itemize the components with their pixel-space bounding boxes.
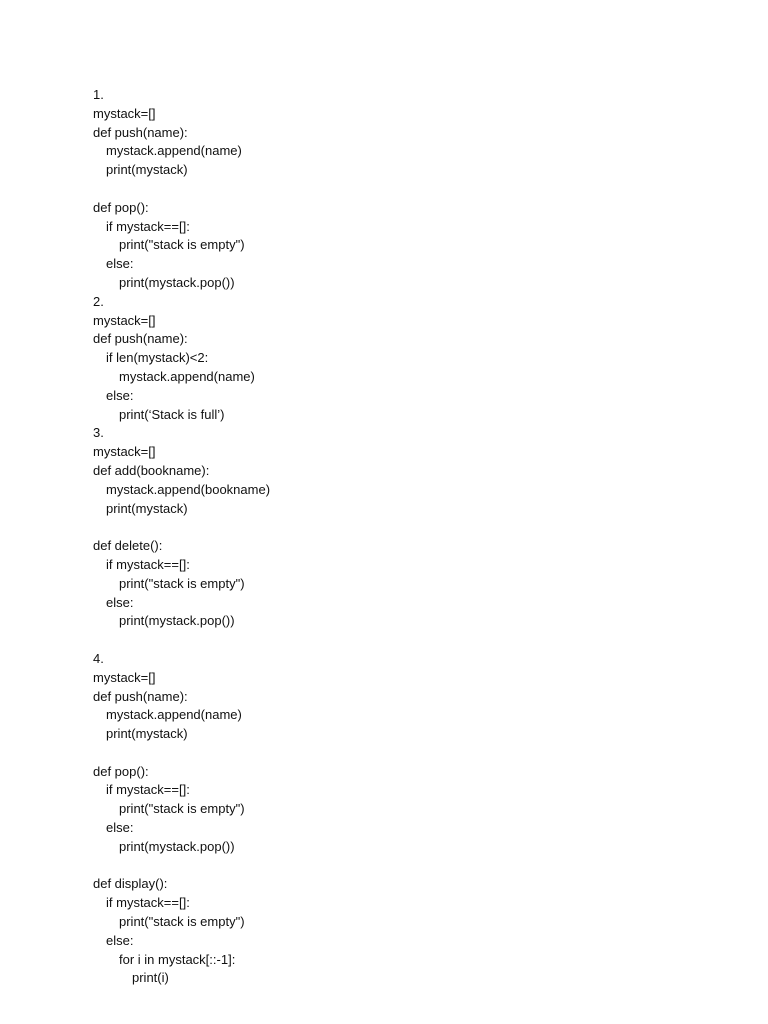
code-line: for i in mystack[::-1]: xyxy=(119,951,236,967)
code-line: print(‘Stack is full’) xyxy=(119,406,225,422)
code-line: else: xyxy=(106,256,134,272)
code-line: else: xyxy=(106,820,134,836)
blank-line xyxy=(93,744,713,763)
code-line: def pop(): xyxy=(93,763,149,779)
code-line: mystack.append(name) xyxy=(106,143,242,159)
code-line: print("stack is empty") xyxy=(119,801,245,817)
blank-line xyxy=(93,180,713,199)
code-line: mystack.append(name) xyxy=(106,707,242,723)
code-line: def pop(): xyxy=(93,199,149,215)
blank-line xyxy=(93,518,713,537)
code-line: def push(name): xyxy=(93,124,188,140)
code-line: print("stack is empty") xyxy=(119,914,245,930)
code-line: mystack.append(bookname) xyxy=(106,481,271,497)
code-line: mystack=[] xyxy=(93,312,156,328)
code-line: print(mystack) xyxy=(106,162,188,178)
code-line: print(mystack.pop()) xyxy=(119,838,235,854)
code-line: else: xyxy=(106,594,134,610)
code-line: print(mystack.pop()) xyxy=(119,274,235,290)
code-line: mystack=[] xyxy=(93,105,156,121)
code-line: print(mystack) xyxy=(106,726,188,742)
code-line: def delete(): xyxy=(93,538,163,554)
section-number: 3. xyxy=(93,425,104,441)
section-number: 2. xyxy=(93,293,104,309)
code-listing xyxy=(93,86,713,988)
blank-line xyxy=(93,631,713,650)
code-line: else: xyxy=(106,387,134,403)
code-line: def push(name): xyxy=(93,331,188,347)
code-line: print("stack is empty") xyxy=(119,237,245,253)
section-number: 1. xyxy=(93,87,104,102)
code-line: if mystack==[]: xyxy=(106,556,190,572)
blank-line xyxy=(93,857,713,876)
code-line: mystack=[] xyxy=(93,444,156,460)
code-line: else: xyxy=(106,932,134,948)
code-line: print("stack is empty") xyxy=(119,575,245,591)
code-line: if mystack==[]: xyxy=(106,782,190,798)
code-line: def add(bookname): xyxy=(93,462,210,478)
code-line: if len(mystack)<2: xyxy=(106,350,209,366)
code-line: mystack=[] xyxy=(93,669,156,685)
code-line: mystack.append(name) xyxy=(119,368,255,384)
code-line: def push(name): xyxy=(93,688,188,704)
code-line: print(i) xyxy=(132,970,169,986)
code-line: if mystack==[]: xyxy=(106,218,190,234)
code-line: if mystack==[]: xyxy=(106,895,190,911)
code-line: print(mystack.pop()) xyxy=(119,613,235,629)
code-line: print(mystack) xyxy=(106,500,188,516)
section-number: 4. xyxy=(93,650,104,666)
code-line: def display(): xyxy=(93,876,168,892)
